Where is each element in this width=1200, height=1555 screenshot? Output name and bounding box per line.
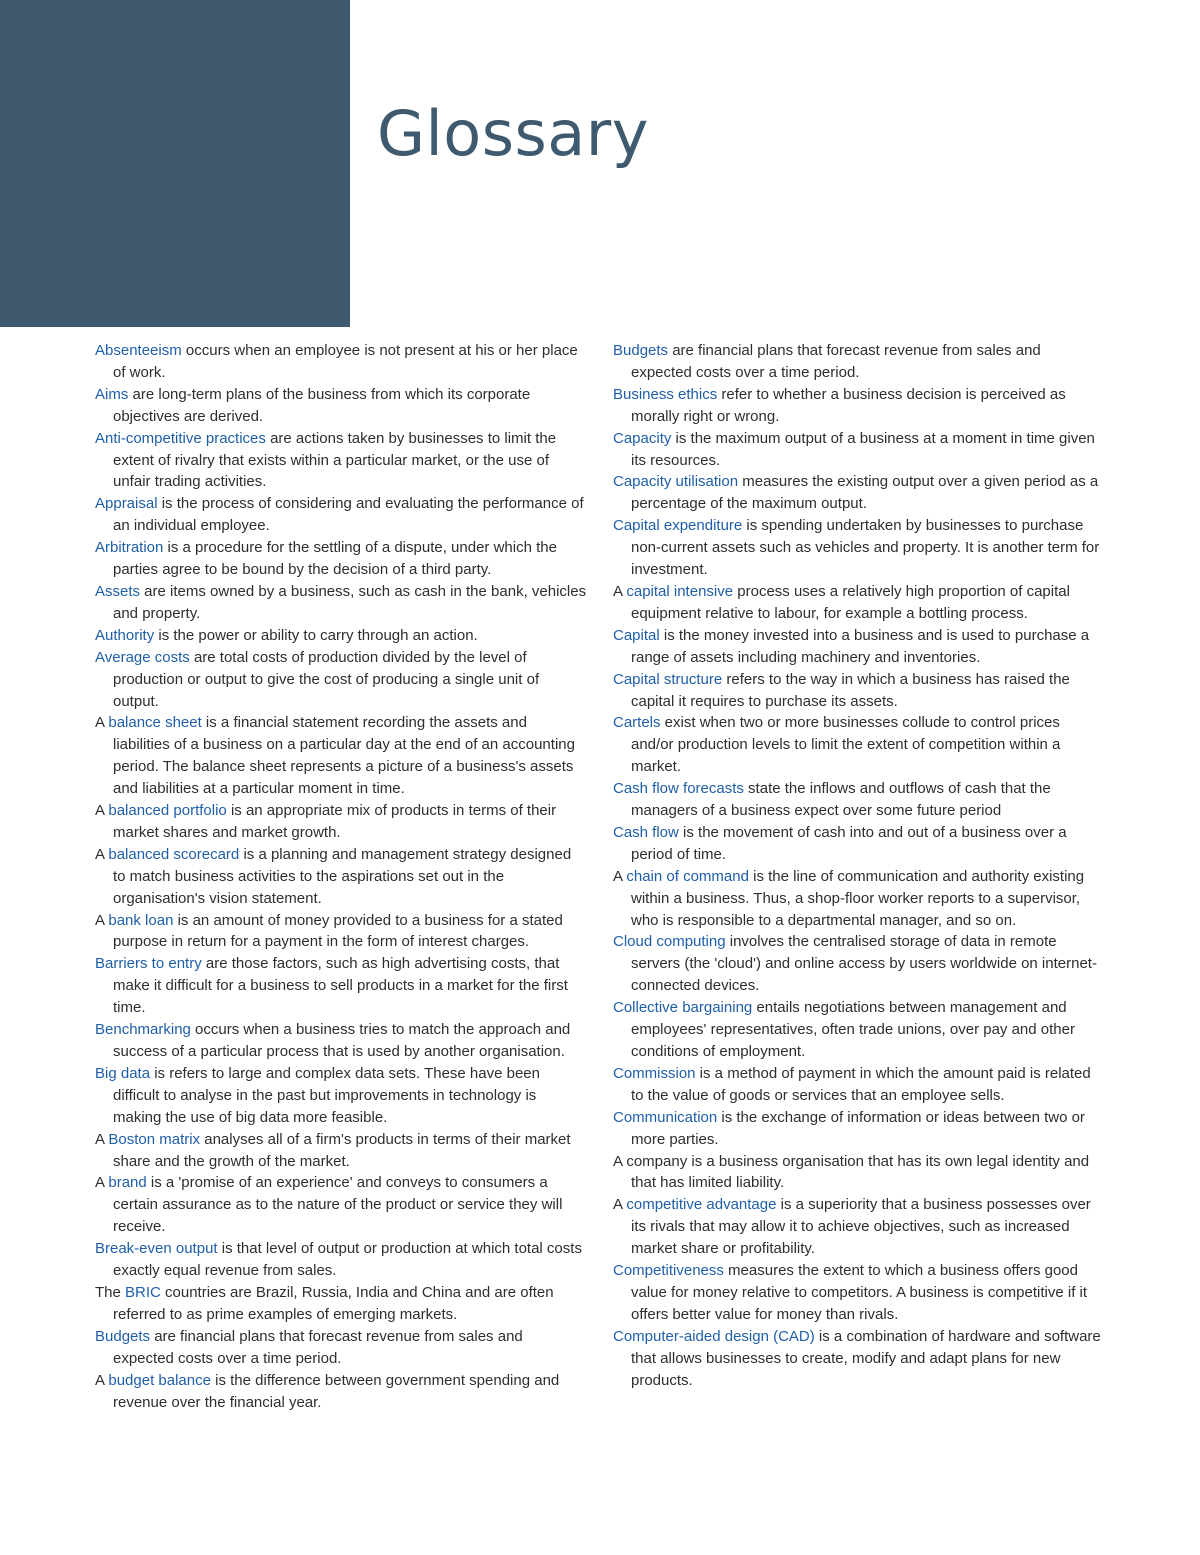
glossary-term: BRIC [125,1283,161,1301]
glossary-term: Capacity [613,429,672,447]
glossary-term: capital intensive [626,582,734,600]
glossary-term: Arbitration [95,539,164,557]
glossary-definition: analyses all of a firm's products in terms of their market share and the growth of the market. [113,1130,571,1170]
glossary-definition: is a planning and management strategy designed to match business activities to the aspirations set out in the organisation's vision statement. [113,845,572,907]
glossary-definition: are those factors, such as high advertising costs, that make it difficult for a business to sell products in a market for the first time. [113,955,568,1017]
glossary-entry [613,822,1105,866]
glossary-definition: occurs when a business tries to match the approach and success of a particular process that is used by another organisation. [113,1021,571,1060]
glossary-term: chain of command [626,867,749,885]
glossary-entry [613,1063,1105,1107]
glossary-entry [613,625,1105,669]
glossary-definition: are actions taken by businesses to limit the extent of rivalry that exists within a particular market, or the use of unfair trading activities. [113,429,557,491]
glossary-term: Break-even output [95,1240,218,1258]
glossary-definition: is the line of communication and authority existing within a business. Thus, a shop-floor worker reports to a supervisor, who is responsible to a departmental manager, and so on. [631,867,1085,929]
glossary-definition: is the exchange of information or ideas between two or more parties. [631,1108,1085,1148]
glossary-column-right [613,340,1105,1392]
glossary-entry [95,953,587,1019]
entry-prefix: A company is a business organisation that has its own legal identity and that has limited liability. [613,1152,1090,1192]
glossary-definition: are financial plans that forecast revenue from sales and expected costs over a time period. [631,342,1041,381]
glossary-definition: are financial plans that forecast revenue from sales and expected costs over a time period. [113,1327,523,1367]
glossary-entry [95,1172,587,1238]
glossary-term: Capital [613,626,660,644]
glossary-definition: is spending undertaken by businesses to purchase non-current assets such as vehicles and property. It is another term for investment. [631,517,1100,579]
entry-prefix: A [613,867,627,885]
glossary-entry [95,844,587,910]
entry-prefix: A [95,1130,109,1148]
entry-prefix: A [613,582,627,600]
glossary-term: Boston matrix [108,1130,201,1148]
glossary-entry [95,1129,587,1173]
glossary-entry [95,910,587,954]
glossary-term: Budgets [95,1327,151,1345]
glossary-definition: is the money invested into a business and is used to purchase a range of assets including machinery and inventories. [631,626,1090,666]
glossary-definition: measures the existing output over a given period as a percentage of the maximum output. [631,473,1099,513]
glossary-term: Competitiveness [613,1262,724,1280]
glossary-term: Communication [613,1108,718,1126]
glossary-entry [95,625,587,647]
glossary-definition: entails negotiations between management and employees' representatives, often trade unions, over pay and other conditions of employment. [631,999,1075,1060]
glossary-term: Benchmarking [95,1021,191,1039]
glossary-entry [613,712,1105,778]
glossary-term: brand [108,1174,147,1192]
glossary-definition: is the maximum output of a business at a moment in time given its resources. [631,429,1095,469]
glossary-entry [613,778,1105,822]
glossary-definition: countries are Brazil, Russia, India and China and are often referred to as prime examples of emerging markets. [113,1283,554,1323]
glossary-term: Barriers to entry [95,955,202,973]
glossary-entry [95,1238,587,1282]
glossary-term: Absenteeism [95,342,182,359]
glossary-entry [95,800,587,844]
glossary-entry [95,493,587,537]
glossary-entry [613,1194,1105,1260]
glossary-term: Collective bargaining [613,999,753,1017]
glossary-entry [95,340,587,384]
glossary-term: Anti-competitive practices [95,429,266,447]
glossary-definition: are items owned by a business, such as cash in the bank, vehicles and property. [113,582,587,622]
glossary-entry [613,1151,1105,1195]
glossary-definition: refer to whether a business decision is perceived as morally right or wrong. [631,385,1066,425]
glossary-term: Cash flow forecasts [613,780,744,798]
glossary-definition: is a method of payment in which the amount paid is related to the value of goods or services that an employee sells. [631,1064,1091,1104]
glossary-entry [95,1063,587,1129]
glossary-entry [613,669,1105,713]
glossary-term: balance sheet [108,714,202,732]
glossary-term: Cloud computing [613,933,726,951]
glossary-definition: state the inflows and outflows of cash that the managers of a business expect over some future period [631,780,1051,820]
glossary-entry [95,1326,587,1370]
glossary-term: Business ethics [613,385,718,403]
glossary-entry [613,340,1105,384]
glossary-term: Capital structure [613,670,723,688]
glossary-definition: are total costs of production divided by the level of production or output to give the cost of producing a single unit of output. [113,648,540,710]
glossary-term: Authority [95,626,155,644]
glossary-term: bank loan [108,911,174,929]
glossary-entry [95,581,587,625]
glossary-column-left [95,340,587,1413]
glossary-term: Average costs [95,648,190,666]
glossary-entry [613,384,1105,428]
glossary-term: Big data [95,1064,151,1082]
entry-prefix: A [95,802,109,820]
glossary-definition: is the process of considering and evaluating the performance of an individual employee. [113,495,584,535]
glossary-definition: is an appropriate mix of products in terms of their market shares and market growth. [113,802,557,841]
glossary-definition: is the power or ability to carry through an action. [154,626,478,644]
glossary-entry [95,537,587,581]
glossary-definition: occurs when an employee is not present at his or her place of work. [113,342,578,381]
glossary-definition: is that level of output or production at which total costs exactly equal revenue from sales. [113,1240,582,1280]
glossary-term: Aims [95,385,129,403]
glossary-definition: is the movement of cash into and out of a business over a period of time. [631,823,1067,863]
glossary-term: balanced scorecard [108,845,240,863]
glossary-definition: measures the extent to which a business offers good value for money relative to competitors. A business is competitive if it offers better value for money than rivals. [631,1262,1088,1323]
glossary-entry [613,471,1105,515]
glossary-definition: involves the centralised storage of data in remote servers (the 'cloud') and online access by users worldwide on internet-connected devices. [631,933,1097,995]
glossary-entry [95,1282,587,1326]
glossary-entry [95,1019,587,1063]
glossary-entry [613,428,1105,472]
glossary-definition: exist when two or more businesses collude to control prices and/or production levels to limit the extent of competition within a market. [631,714,1061,776]
glossary-term: Commission [613,1064,696,1082]
header-color-block [0,0,350,327]
glossary-term: Assets [95,582,141,600]
glossary-entry [613,581,1105,625]
glossary-entry [95,1370,587,1414]
glossary-entry [95,428,587,494]
glossary-term: Cartels [613,714,661,732]
glossary-definition: is an amount of money provided to a business for a stated purpose in return for a payment in the form of interest charges. [113,911,563,951]
glossary-term: Cash flow [613,823,679,841]
glossary-entry [613,866,1105,932]
glossary-definition: is refers to large and complex data sets. These have been difficult to analyse in the past but improvements in technology is making the use of big data more feasible. [113,1064,540,1126]
glossary-definition: process uses a relatively high proportion of capital equipment relative to labour, for example a bottling process. [631,582,1070,622]
glossary-definition: is a financial statement recording the assets and liabilities of a business on a particular day at the end of an accounting period. The balance sheet represents a picture of a business's assets and liabilities at a particular moment in time. [113,714,575,798]
glossary-definition: is a 'promise of an experience' and conveys to consumers a certain assurance as to the nature of the product or service they will receive. [113,1174,563,1236]
glossary-entry [613,997,1105,1063]
glossary-definition: is a procedure for the settling of a dispute, under which the parties agree to be bound by the decision of a third party. [113,539,557,579]
glossary-term: Computer-aided design (CAD) [613,1327,815,1345]
glossary-term: Appraisal [95,495,158,513]
glossary-term: Budgets [613,342,669,359]
entry-prefix: A [95,1174,109,1192]
entry-prefix: A [95,845,109,863]
glossary-definition: is the difference between government spending and revenue over the financial year. [113,1371,560,1411]
glossary-definition: is a superiority that a business possesses over its rivals that may allow it to achieve objectives, such as increased market share or profitability. [631,1196,1091,1258]
glossary-definition: refers to the way in which a business has raised the capital it requires to purchase its assets. [631,670,1070,710]
glossary-term: competitive advantage [626,1196,777,1214]
entry-prefix: A [95,1371,109,1389]
glossary-entry [95,712,587,800]
glossary-term: balanced portfolio [108,802,227,820]
glossary-entry [613,1107,1105,1151]
glossary-term: budget balance [108,1371,211,1389]
glossary-definition: is a combination of hardware and software that allows businesses to create, modify and adapt plans for new products. [631,1327,1101,1389]
glossary-entry [613,1326,1105,1392]
glossary-entry [95,647,587,713]
entry-prefix: A [95,714,109,732]
glossary-definition: are long-term plans of the business from which its corporate objectives are derived. [113,385,531,425]
entry-prefix: A [95,911,109,929]
entry-prefix: The [95,1283,126,1301]
glossary-entry [95,384,587,428]
glossary-entry [613,515,1105,581]
glossary-term: Capacity utilisation [613,473,739,491]
entry-prefix: A [613,1196,627,1214]
glossary-entry [613,931,1105,997]
glossary-term: Capital expenditure [613,517,743,535]
page-title: Glossary [377,97,649,170]
glossary-entry [613,1260,1105,1326]
